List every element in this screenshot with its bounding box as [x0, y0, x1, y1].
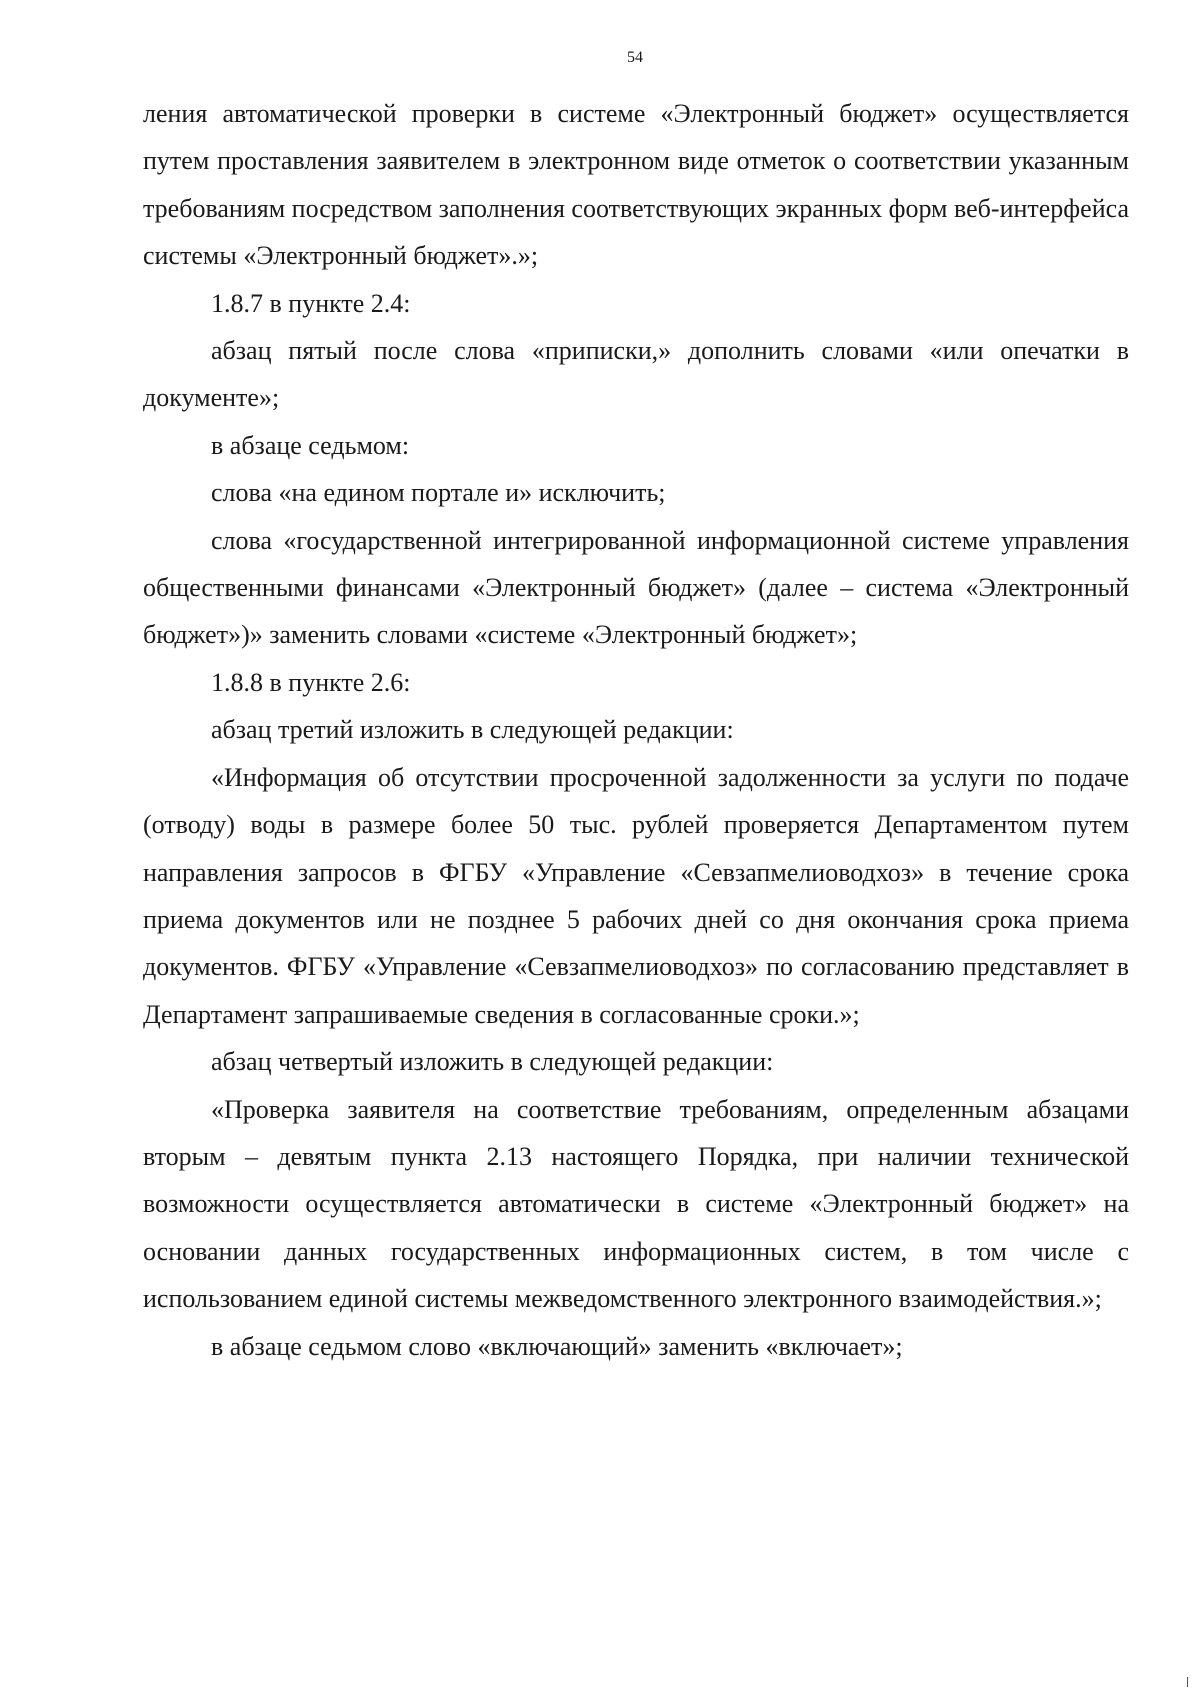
paragraph: в абзаце седьмом слово «включающий» заменить «включает»; — [211, 1331, 903, 1361]
scan-edge-mark — [1187, 1677, 1188, 1687]
document-body — [143, 90, 1129, 1370]
paragraph: абзац пятый после слова «приписки,» дополнить словами «или опечатки в документе»; — [143, 336, 1129, 413]
paragraph: ления автоматической проверки в системе «Электронный бюджет» осуществляется путем проставления заявителем в электронном виде отметок о соответствии указанным требованиям посредством заполнения соответствующих экранных форм веб-интерфейса системы «Электронный бюджет».»; — [143, 99, 1129, 271]
page-number: 54 — [627, 49, 643, 66]
paragraph: абзац третий изложить в следующей редакции: — [211, 715, 734, 745]
paragraph: абзац четвертый изложить в следующей редакции: — [211, 1047, 774, 1077]
paragraph: 1.8.7 в пункте 2.4: — [211, 288, 411, 318]
paragraph: слова «государственной интегрированной информационной системе управления общественными финансами «Электронный бюджет» (далее – система «Электронный бюджет»)» заменить словами «системе «Электронный бюджет»; — [143, 525, 1129, 650]
paragraph: 1.8.8 в пункте 2.6: — [211, 667, 411, 697]
paragraph: в абзаце седьмом: — [211, 430, 410, 460]
paragraph: «Информация об отсутствии просроченной задолженности за услуги по подаче (отводу) воды в размере более 50 тыс. рублей проверяется Департаментом путем направления запросов в ФГБУ «Управление «Севзапмелиоводхоз» в течение срока приема документов или не позднее 5 рабочих дней со дня окончания срока приема документов. ФГБУ «Управление «Севзапмелиоводхоз» по согласованию представляет в Департамент запрашиваемые сведения в согласованные сроки.»; — [143, 762, 1129, 1029]
paragraph: слова «на едином портале и» исключить; — [211, 478, 666, 508]
paragraph: «Проверка заявителя на соответствие требованиям, определенным абзацами вторым – девятым пункта 2.13 настоящего Порядка, при наличии технической возможности осуществляется автоматически в системе «Электронный бюджет» на основании данных государственных информационных систем, в том числе с использованием единой системы межведомственного электронного взаимодействия.»; — [143, 1094, 1129, 1314]
